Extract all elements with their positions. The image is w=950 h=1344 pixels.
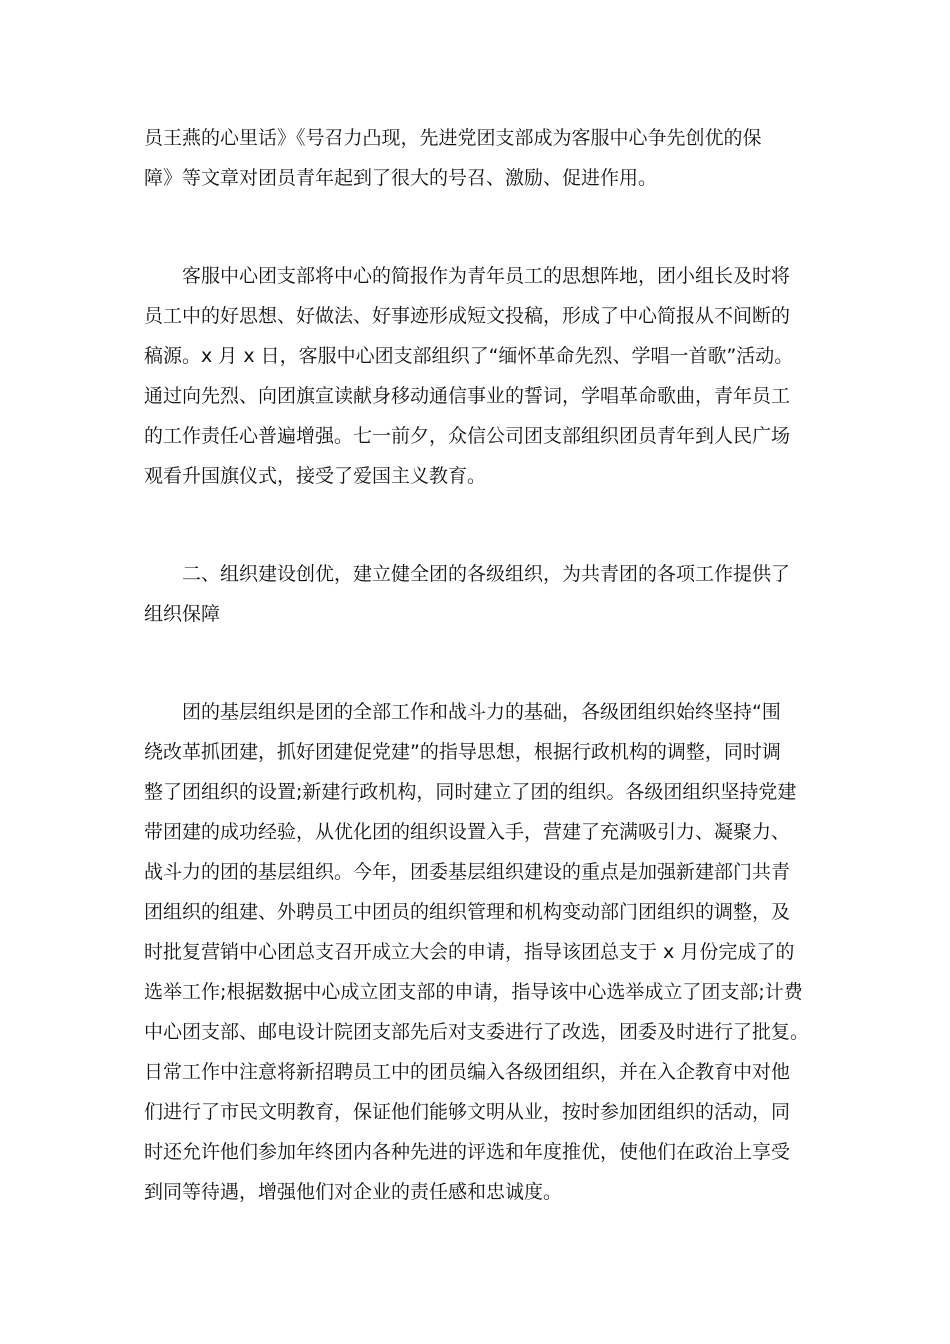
paragraph-line: 日常工作中注意将新招聘员工中的团员编入各级团组织，并在入企教育中对他 [144, 1061, 791, 1083]
paragraph-4 [144, 692, 809, 1212]
paragraph-line: 观看升国旗仪式，接受了爱国主义教育。 [144, 465, 487, 487]
paragraph-line: 二、组织建设创优，建立健全团的各级组织，为共青团的各项工作提供了 [182, 563, 791, 585]
paragraph-line: 的工作责任心普遍增强。七一前夕，众信公司团支部组织团员青年到人民广场 [144, 425, 791, 447]
paragraph-line: 通过向先烈、向团旗宣读献身移动通信事业的誓词，学唱革命歌曲，青年员工 [144, 385, 791, 407]
paragraph-line: 客服中心团支部将中心的简报作为青年员工的思想阵地，团小组长及时将 [182, 265, 791, 287]
paragraph-line: 绕改革抓团建，抓好团建促党建”的指导思想，根据行政机构的调整，同时调 [144, 741, 781, 763]
document-body [144, 118, 809, 1270]
paragraph-line: 选举工作;根据数据中心成立团支部的申请，指导该中心选举成立了团支部;计费 [144, 981, 803, 1003]
paragraph-line: 障》等文章对团员青年起到了很大的号召、激励、促进作用。 [144, 167, 658, 189]
paragraph-line: 团组织的组建、外聘员工中团员的组织管理和机构变动部门团组织的调整，及 [144, 901, 791, 923]
paragraph-2 [144, 256, 809, 496]
paragraph-line: 组织保障 [144, 603, 221, 625]
paragraph-line: 战斗力的团的基层组织。今年，团委基层组织建设的重点是加强新建部门共青 [144, 861, 791, 883]
paragraph-line: 稿源。x 月 x 日，客服中心团支部组织了“缅怀革命先烈、学唱一首歌”活动。 [144, 345, 794, 367]
paragraph-line: 中心团支部、邮电设计院团支部先后对支委进行了改选，团委及时进行了批复。 [144, 1021, 810, 1043]
paragraph-line: 时批复营销中心团总支召开成立大会的申请，指导该团总支于 x 月份完成了的 [144, 941, 795, 963]
paragraph-1 [144, 118, 809, 198]
paragraph-line: 整了团组织的设置;新建行政机构，同时建立了团的组织。各级团组织坚持党建 [144, 781, 797, 803]
paragraph-line: 员工中的好思想、好做法、好事迹形成短文投稿，形成了中心简报从不间断的 [144, 305, 791, 327]
paragraph-line: 带团建的成功经验，从优化团的组织设置入手，营建了充满吸引力、凝聚力、 [144, 821, 791, 843]
paragraph-line: 时还允许他们参加年终团内各种先进的评选和年度推优，使他们在政治上享受 [144, 1141, 791, 1163]
paragraph-line: 们进行了市民文明教育，保证他们能够文明从业，按时参加团组织的活动，同 [144, 1101, 791, 1123]
section-heading-2 [144, 554, 809, 634]
paragraph-line: 员王燕的心里话》《号召力凸现，先进党团支部成为客服中心争先创优的保 [144, 127, 762, 149]
paragraph-line: 团的基层组织是团的全部工作和战斗力的基础，各级团组织始终坚持“围 [182, 701, 781, 723]
paragraph-line: 到同等待遇，增强他们对企业的责任感和忠诚度。 [144, 1181, 563, 1203]
